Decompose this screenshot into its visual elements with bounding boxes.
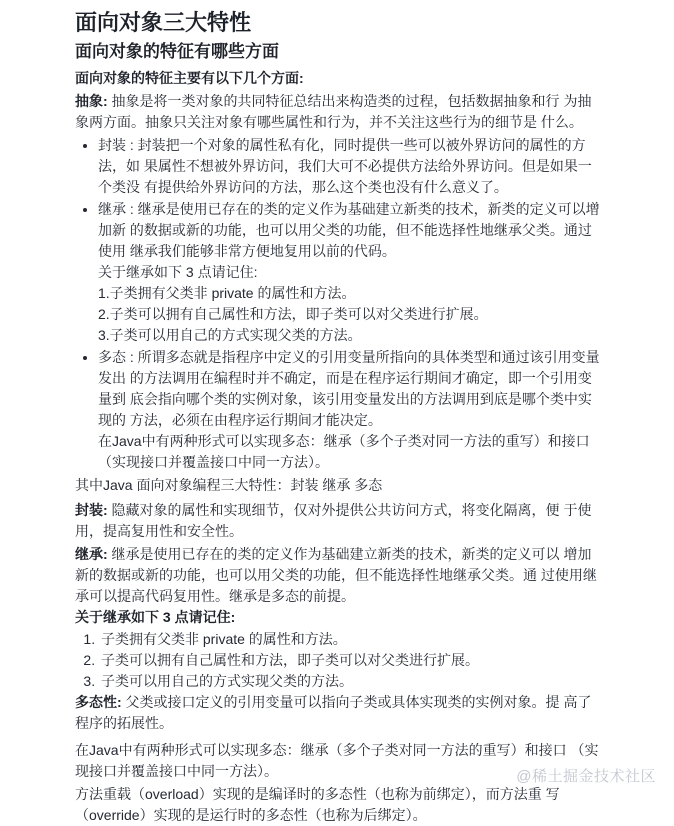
java-polymorphism-forms-note: 在Java中有两种形式可以实现多态：继承（多个子类对同一方法的重写）和接口 （实现接口并覆盖接口中同一方法）。 (98, 433, 590, 470)
inheritance-point-3: 3.子类可以用自己的方式实现父类的方法。 (98, 327, 362, 343)
polymorphism-text: 父类或接口定义的引用变量可以指向子类或具体实现类的实例对象。提 高了程序的拓展性。 (75, 694, 592, 731)
inheritance-note-heading: 关于继承如下 3 点请记住: (75, 609, 236, 625)
intro-line: 面向对象的特征主要有以下几个方面: (75, 70, 304, 86)
inheritance-list-item-2: 2. 子类可以拥有自己属性和方法，即子类可以对父类进行扩展。 (99, 650, 602, 671)
inheritance-remember-note: 关于继承如下 3 点请记住: (98, 264, 258, 280)
encapsulation-term: 封装: (75, 502, 108, 518)
bullet-encapsulation (98, 135, 602, 198)
overload-override-paragraph: 方法重载（overload）实现的是编译时的多态性（也称为前绑定），而方法重 写（override）实现的是运行时的多态性（也称为后绑定）。 (75, 786, 560, 823)
encapsulation-paragraph (75, 500, 602, 542)
polymorphism-paragraph (75, 692, 602, 734)
page-title: 面向对象三大特性 (75, 10, 252, 35)
juejin-watermark: @稀土掘金技术社区 (516, 768, 656, 785)
abstraction-text: 抽象是将一类对象的共同特征总结出来构造类的过程，包括数据抽象和行 为抽象两方面。抽象只关注对象有哪些属性和行为，并不关注这些行为的细节是 什么。 (75, 93, 592, 130)
inheritance-list-item-3: 3. 子类可以用自己的方式实现父类的方法。 (99, 671, 602, 692)
inheritance-points-list (75, 629, 602, 692)
inheritance-term: 继承: (75, 546, 108, 562)
abstraction-paragraph (75, 91, 602, 133)
features-bullet-list (75, 135, 602, 473)
java-polymorphism-paragraph: 在Java中有两种形式可以实现多态：继承（多个子类对同一方法的重写）和接口 （实现接口并覆盖接口中同一方法）。 (75, 742, 599, 779)
bullet-polymorphism-text: • 多态 : 所谓多态就是指程序中定义的引用变量所指向的具体类型和通过该引用变量发出 的方法调用在编程时并不确定，而是在程序运行期间才确定，即一个引用变量到 底会指向哪个类的实例对象，该引用变量发出的方法调用到底是哪个类中实现的 方法，必须在由程序运行期间才能决定。 (98, 349, 600, 428)
bullet-encapsulation-text: • 封装 : 封装把一个对象的属性私有化，同时提供一些可以被外界访问的属性的方法，如 果属性不想被外界访问，我们大可不必提供方法给外界访问。但是如果一个类没 有提供给外界访问的方法，那么这个类也没有什么意义了。 (98, 137, 592, 195)
encapsulation-text: 隐藏对象的属性和实现细节，仅对外提供公共访问方式，将变化隔离，便 于使用，提高复用性和安全性。 (75, 502, 592, 539)
inheritance-point-2: 2.子类可以拥有自己属性和方法，即子类可以对父类进行扩展。 (98, 306, 488, 322)
java-three-features-line: 其中Java 面向对象编程三大特性：封装 继承 多态 (75, 477, 383, 493)
abstraction-term: 抽象: (75, 93, 108, 109)
inheritance-list-item-1: 1. 子类拥有父类非 private 的属性和方法。 (99, 629, 602, 650)
polymorphism-term: 多态性: (75, 694, 122, 710)
bullet-inheritance (98, 199, 602, 346)
bullet-polymorphism (98, 347, 602, 473)
inheritance-paragraph (75, 544, 602, 607)
section-heading: 面向对象的特征有哪些方面 (75, 42, 279, 61)
inheritance-point-1: 1.子类拥有父类非 private 的属性和方法。 (98, 285, 356, 301)
inheritance-text: 继承是使用已存在的类的定义作为基础建立新类的技术，新类的定义可以 增加新的数据或新的功能，也可以用父类的功能，但不能选择性地继承父类。通 过使用继承可以提高代码复用性。继承是多态的前提。 (75, 546, 597, 604)
bullet-inheritance-text: • 继承 : 继承是使用已存在的类的定义作为基础建立新类的技术，新类的定义可以增加新 的数据或新的功能，也可以用父类的功能，但不能选择性地继承父类。通过使用 继承我们能够非常方便地复用以前的代码。 (98, 201, 600, 259)
